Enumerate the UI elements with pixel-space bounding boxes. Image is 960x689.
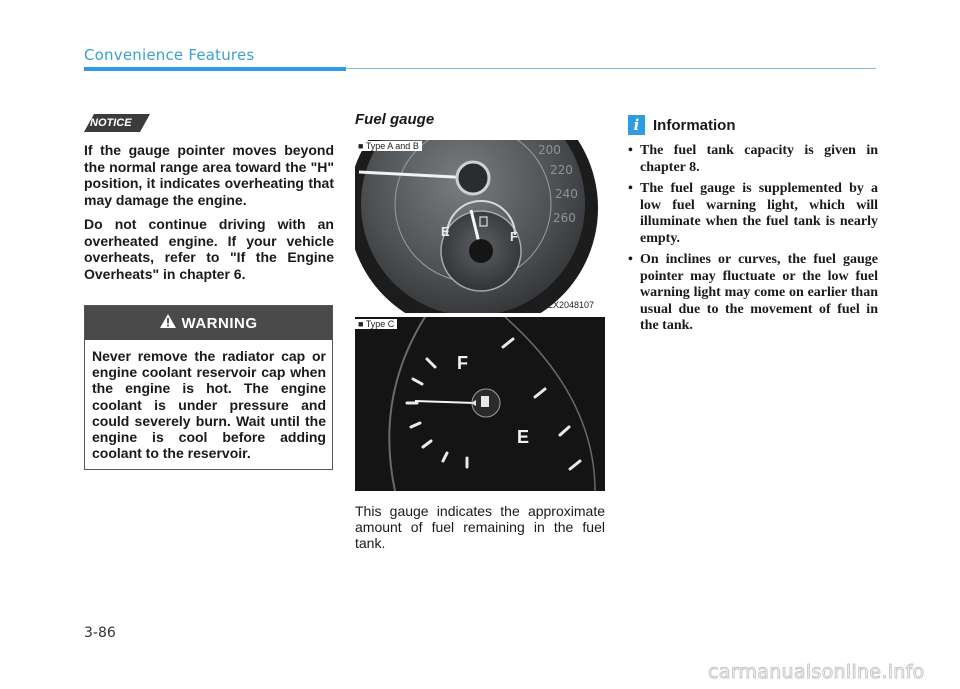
speed-tick: 240 — [555, 187, 578, 201]
watermark: carmanualsonline.info — [708, 661, 925, 683]
fuel-gauge-image-type-c — [355, 317, 605, 491]
warning-body: Never remove the radiator cap or engine coolant reservoir cap when the engine is hot. The engine coolant is under pressure and could severely burn. Wait until the engine is cool before adding coolant to the reservoir. — [92, 348, 326, 462]
fuel-pump-icon — [481, 396, 489, 407]
warning-header — [85, 306, 332, 340]
image-label-type-c: ■ Type C — [355, 319, 397, 329]
gauge-full-letter: F — [510, 229, 518, 244]
image-label-type-ab: ■ Type A and B — [355, 141, 422, 151]
information-list — [628, 143, 878, 340]
list-item-text: • The fuel gauge is supplemented by a low fuel warning light, which will illuminate when the fuel tank is nearly empty. — [640, 181, 878, 246]
information-heading: Information — [653, 117, 736, 134]
header-rule — [346, 68, 876, 69]
warning-triangle-icon — [160, 314, 176, 332]
image-code: OLX2048107 — [541, 300, 595, 310]
warning-box — [84, 305, 333, 470]
section-title: Convenience Features — [84, 46, 255, 64]
gauge-empty-letter: E — [517, 427, 530, 447]
header-rule-accent — [84, 67, 346, 71]
list-item — [628, 181, 878, 247]
gauge-empty-letter: E — [441, 224, 450, 239]
speed-tick: 200 — [538, 143, 561, 157]
info-icon: i — [628, 115, 645, 135]
speed-tick: 260 — [553, 211, 576, 225]
gauge-full-letter: F — [457, 353, 468, 373]
page-number: 3-86 — [84, 625, 116, 641]
list-item-text: • On inclines or curves, the fuel gauge pointer may fluctuate or the low fuel warning light may come on earlier than usual due to the movement of fuel in the tank. — [640, 252, 878, 333]
speed-tick: 220 — [550, 163, 573, 177]
fuel-gauge-image-type-ab — [355, 140, 605, 313]
fuel-gauge-description: This gauge indicates the approximate amount of fuel remaining in the fuel tank. — [355, 503, 605, 551]
list-item-text: • The fuel tank capacity is given in chapter 8. — [640, 143, 878, 175]
notice-paragraph: If the gauge pointer moves beyond the normal range area toward the "H" position, it indicates overheating that may damage the engine. — [84, 142, 334, 208]
notice-content — [84, 142, 334, 290]
list-item — [628, 252, 878, 335]
list-item — [628, 143, 878, 176]
warning-title: WARNING — [181, 314, 258, 332]
notice-paragraph: Do not continue driving with an overheated engine. If your vehicle overheats, refer to "If the Engine Overheats" in chapter 6. — [84, 216, 334, 282]
notice-label: NOTICE — [90, 117, 132, 129]
fuel-gauge-heading: Fuel gauge — [355, 111, 435, 128]
